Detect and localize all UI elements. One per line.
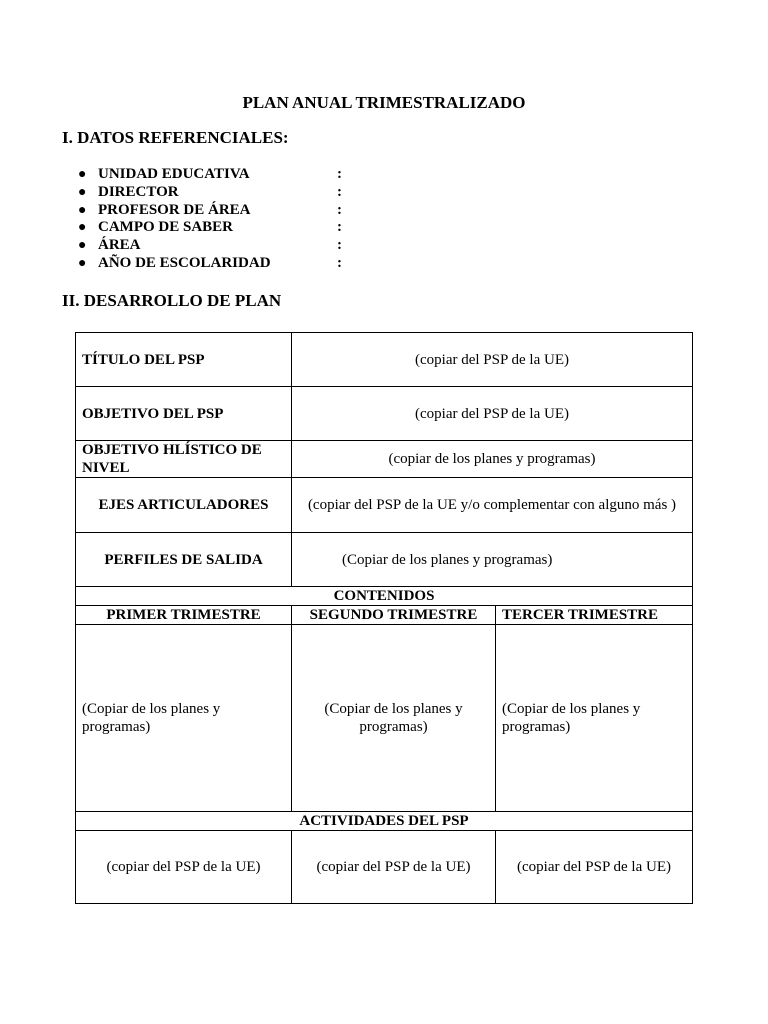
table-row: [76, 533, 693, 587]
section-heading-desarrollo-de-plan: II. DESARROLLO DE PLAN: [62, 291, 282, 310]
row-label-objetivo-psp: OBJETIVO DEL PSP: [76, 387, 292, 441]
bullet-icon: ●: [78, 255, 87, 271]
contenido-trimestre-3: (Copiar de los planes y programas): [496, 625, 693, 812]
actividad-3: (copiar del PSP de la UE): [496, 831, 693, 904]
row-value-titulo-psp: (copiar del PSP de la UE): [292, 333, 693, 387]
row-label-objetivo-holistico: OBJETIVO HLÍSTICO DE NIVEL: [76, 441, 292, 478]
bullet-icon: ●: [78, 238, 87, 254]
bullet-icon: ●: [78, 167, 87, 182]
list-item-colon: :: [337, 201, 342, 218]
contenido-trimestre-1: (Copiar de los planes y programas): [76, 625, 292, 812]
row-label-titulo-psp: TÍTULO DEL PSP: [76, 333, 292, 387]
list-item-colon: :: [337, 237, 342, 254]
bullet-icon: ●: [78, 202, 87, 218]
plan-table: [75, 332, 693, 904]
list-item-label: CAMPO DE SABER: [98, 219, 234, 236]
table-row: [76, 831, 693, 904]
list-item-label: PROFESOR DE ÁREA: [98, 201, 251, 218]
actividad-1: (copiar del PSP de la UE): [76, 831, 292, 904]
list-item-colon: :: [337, 183, 342, 200]
row-value-objetivo-holistico: (copiar de los planes y programas): [292, 441, 693, 478]
table-row: [76, 812, 693, 831]
section-heading-datos-referenciales: I. DATOS REFERENCIALES:: [62, 128, 289, 147]
table-row: [76, 587, 693, 606]
table-row: [76, 606, 693, 625]
bullet-icon: ●: [78, 220, 87, 236]
row-value-ejes-articuladores: (copiar del PSP de la UE y/o complementar con alguno más ): [292, 478, 693, 533]
list-item-label: DIRECTOR: [98, 183, 179, 200]
actividad-2: (copiar del PSP de la UE): [292, 831, 496, 904]
bullet-icon: ●: [78, 184, 87, 200]
row-value-objetivo-psp: (copiar del PSP de la UE): [292, 387, 693, 441]
list-item-colon: :: [337, 219, 342, 236]
table-row: [76, 387, 693, 441]
document-title: PLAN ANUAL TRIMESTRALIZADO: [242, 93, 526, 112]
trimestre-header-1: PRIMER TRIMESTRE: [76, 606, 292, 625]
row-label-ejes-articuladores: EJES ARTICULADORES: [76, 478, 292, 533]
row-value-perfiles-salida: (Copiar de los planes y programas): [292, 533, 693, 587]
list-item-label: ÁREA: [98, 237, 141, 254]
list-item-colon: :: [337, 254, 342, 271]
list-item-colon: :: [337, 166, 342, 182]
table-row: [76, 625, 693, 812]
contenido-trimestre-2: (Copiar de los planes y programas): [292, 625, 496, 812]
actividades-header: ACTIVIDADES DEL PSP: [76, 812, 693, 831]
table-row: [76, 441, 693, 478]
row-label-perfiles-salida: PERFILES DE SALIDA: [76, 533, 292, 587]
table-row: [76, 478, 693, 533]
trimestre-header-3: TERCER TRIMESTRE: [496, 606, 693, 625]
table-row: [76, 333, 693, 387]
list-item-label: AÑO DE ESCOLARIDAD: [98, 254, 271, 271]
contenidos-header: CONTENIDOS: [76, 587, 693, 606]
trimestre-header-2: SEGUNDO TRIMESTRE: [292, 606, 496, 625]
list-item-label: UNIDAD EDUCATIVA: [98, 166, 250, 182]
